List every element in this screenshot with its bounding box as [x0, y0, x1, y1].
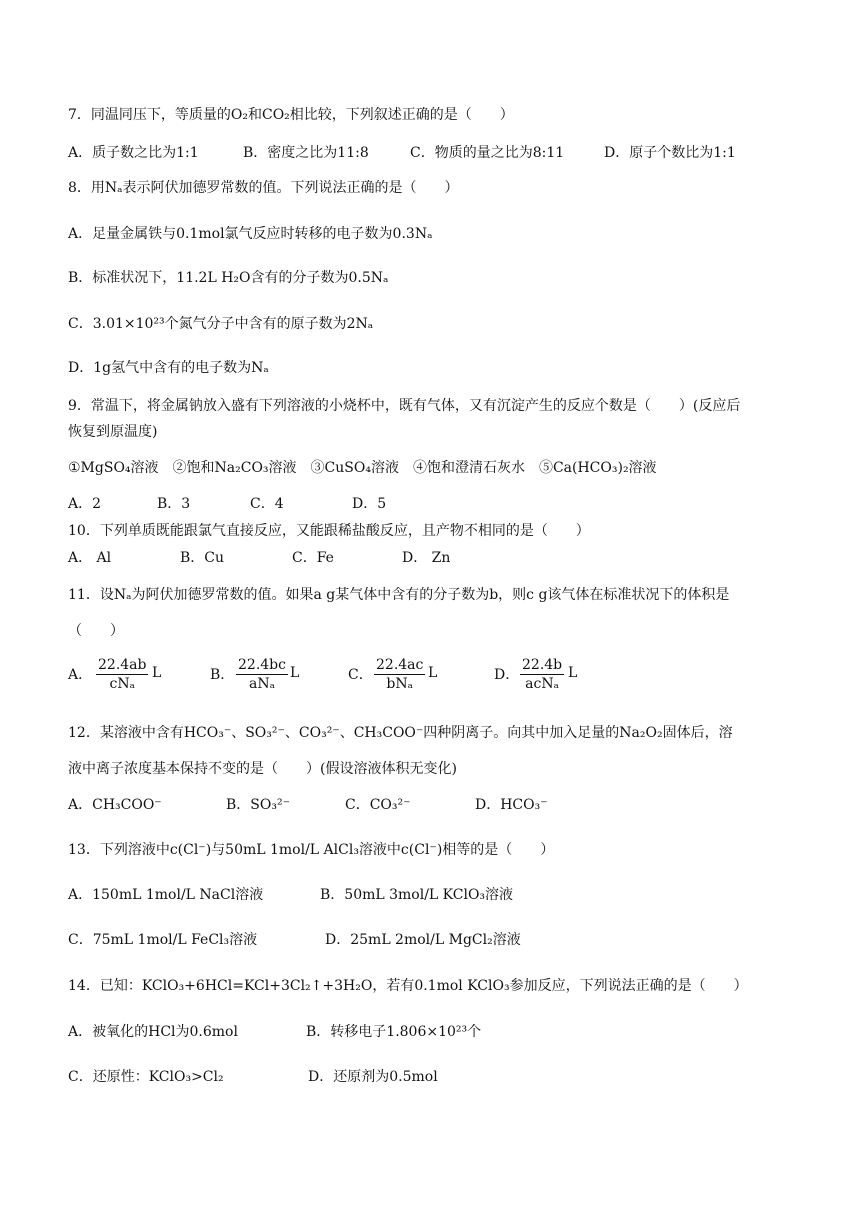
- q13-option-b: B．50mL 3mol/L KClO₃溶液: [320, 887, 514, 903]
- q9-stem-line2: 恢复到原温度): [68, 424, 158, 440]
- q9-option-c: C．4: [250, 496, 284, 512]
- q8-option-a: A．足量金属铁与0.1mol氯气反应时转移的电子数为0.3Nₐ: [68, 226, 433, 242]
- q8-option-d: D．1g氢气中含有的电子数为Nₐ: [68, 360, 269, 376]
- q12-option-a: A．CH₃COO⁻: [68, 797, 162, 813]
- q11-option-a-denominator: cNₐ: [109, 676, 135, 692]
- q7-option-b: B．密度之比为11:8: [243, 145, 369, 161]
- q9-stem-line1: 9．常温下，将金属钠放入盛有下列溶液的小烧杯中，既有气体，又有沉淀产生的反应个数是（ ）(反应后: [68, 398, 741, 414]
- q14-option-b: B．转移电子1.806×10²³个: [306, 1024, 482, 1040]
- q11-option-c-numerator: 22.4ac: [376, 657, 424, 673]
- q11-option-d-denominator: acNₐ: [525, 676, 559, 692]
- q10-stem: 10．下列单质既能跟氯气直接反应，又能跟稀盐酸反应，且产物不相同的是（ ）: [68, 523, 590, 539]
- q8-option-c: C．3.01×10²³个氮气分子中含有的原子数为2Nₐ: [68, 316, 374, 332]
- q13-option-d: D．25mL 2mol/L MgCl₂溶液: [325, 932, 521, 948]
- q9-items: ①MgSO₄溶液 ②饱和Na₂CO₃溶液 ③CuSO₄溶液 ④饱和澄清石灰水 ⑤Ca(HCO₃)₂溶液: [68, 460, 657, 476]
- q11-option-d-numerator: 22.4b: [522, 657, 563, 673]
- q10-option-c: C．Fe: [292, 550, 334, 566]
- q11-option-d-fraction: [520, 656, 564, 693]
- q14-stem: 14．已知：KClO₃+6HCl=KCl+3Cl₂↑+3H₂O，若有0.1mol KClO₃参加反应，下列说法正确的是（ ）: [68, 978, 748, 994]
- q11-option-a-numerator: 22.4ab: [98, 657, 147, 673]
- q11-option-c-label: C．: [348, 667, 373, 683]
- q11-option-b-denominator: aNₐ: [248, 676, 275, 692]
- q11-option-c-fraction: [374, 656, 425, 693]
- q11-option-a-fraction: [96, 656, 148, 693]
- q11-option-b-label: B．: [210, 667, 235, 683]
- q14-option-c: C．还原性：KClO₃>Cl₂: [68, 1069, 224, 1085]
- q10-option-a: A． Al: [68, 550, 112, 566]
- q7-option-a: A．质子数之比为1:1: [68, 145, 199, 161]
- q11-option-a-unit: L: [152, 665, 162, 681]
- q9-option-b: B．3: [157, 496, 191, 512]
- q13-option-a: A．150mL 1mol/L NaCl溶液: [68, 887, 264, 903]
- q11-stem-line2: （ ）: [68, 623, 124, 639]
- q9-option-a: A．2: [68, 496, 102, 512]
- q12-stem-line2: 液中离子浓度基本保持不变的是（ ）(假设溶液体积无变化): [68, 761, 457, 777]
- q11-stem-line1: 11．设Nₐ为阿伏加德罗常数的值。如果a g某气体中含有的分子数为b，则c g该气体在标准状况下的体积是: [68, 587, 730, 603]
- q9-option-d: D．5: [352, 496, 387, 512]
- q11-option-d-label: D．: [494, 667, 520, 683]
- q11-option-c-unit: L: [428, 665, 438, 681]
- q12-option-c: C．CO₃²⁻: [345, 797, 411, 813]
- q14-option-d: D．还原剂为0.5mol: [308, 1069, 438, 1085]
- q8-option-b: B．标准状况下，11.2L H₂O含有的分子数为0.5Nₐ: [68, 270, 389, 286]
- q12-option-d: D．HCO₃⁻: [475, 797, 548, 813]
- q13-option-c: C．75mL 1mol/L FeCl₃溶液: [68, 932, 258, 948]
- q8-stem: 8．用Nₐ表示阿伏加德罗常数的值。下列说法正确的是（ ）: [68, 180, 459, 196]
- q11-option-c-denominator: bNₐ: [386, 676, 413, 692]
- q7-option-c: C．物质的量之比为8:11: [410, 145, 565, 161]
- q11-option-b-unit: L: [290, 665, 300, 681]
- q14-option-a: A．被氧化的HCl为0.6mol: [68, 1024, 238, 1040]
- q7-stem: 7．同温同压下，等质量的O₂和CO₂相比较，下列叙述正确的是（ ）: [68, 107, 514, 123]
- q10-option-b: B．Cu: [180, 550, 225, 566]
- q12-stem-line1: 12．某溶液中含有HCO₃⁻、SO₃²⁻、CO₃²⁻、CH₃COO⁻四种阴离子。向其中加入足量的Na₂O₂固体后，溶: [68, 725, 733, 741]
- q11-option-a-label: A．: [68, 667, 93, 683]
- q11-option-b-fraction: [236, 656, 288, 693]
- q13-stem: 13．下列溶液中c(Cl⁻)与50mL 1mol/L AlCl₃溶液中c(Cl⁻)相等的是（ ）: [68, 842, 555, 858]
- q11-option-d-unit: L: [568, 665, 578, 681]
- q10-option-d: D． Zn: [402, 550, 451, 566]
- q12-option-b: B．SO₃²⁻: [226, 797, 290, 813]
- q7-option-d: D．原子个数比为1:1: [604, 145, 736, 161]
- q11-option-b-numerator: 22.4bc: [238, 657, 286, 673]
